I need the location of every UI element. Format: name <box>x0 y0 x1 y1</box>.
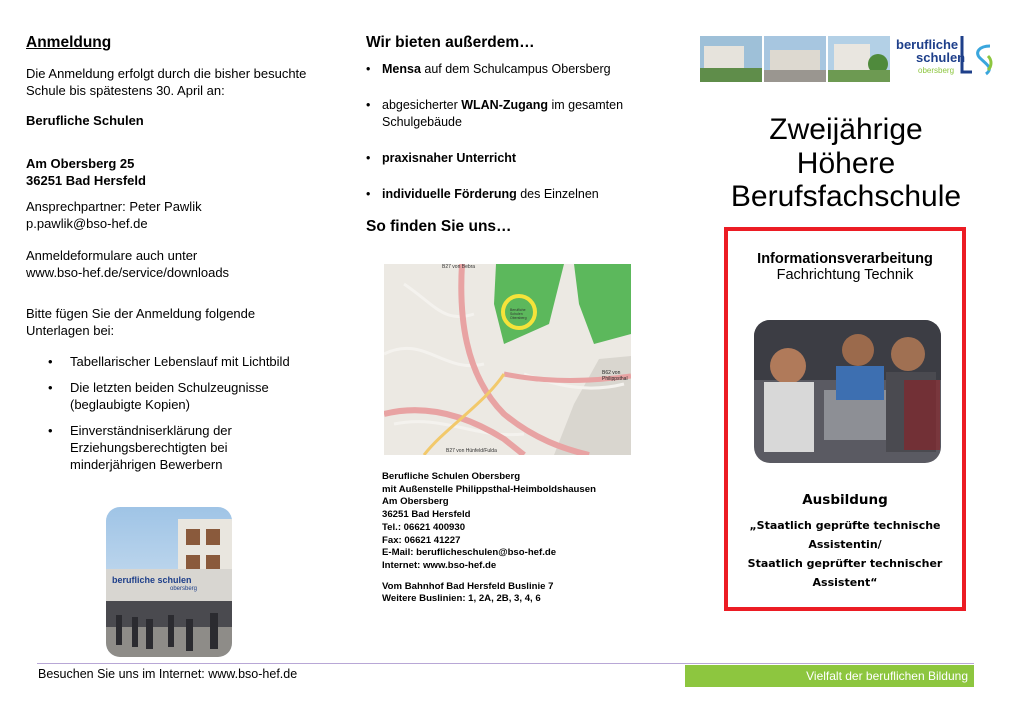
offer-item: • praxisnaher Unterricht <box>382 150 646 167</box>
offers-list <box>366 61 646 203</box>
title-line: Zweijährige <box>769 113 923 146</box>
building-sign-text: berufliche schulen <box>112 575 192 585</box>
training-line: Assistentin/ <box>808 538 882 551</box>
campus-photo-strip <box>700 36 890 82</box>
map-label-top: B27 von Bebra <box>442 264 476 270</box>
list-item: • Einverständniserklärung der Erziehungsberechtigten bei minderjährigen Bewerbern <box>70 422 316 473</box>
program-box <box>724 227 966 611</box>
students-photo <box>754 320 941 463</box>
training-line: „Staatlich geprüfte technische <box>749 519 941 532</box>
logo-line-2: schulen <box>916 50 966 65</box>
registration-heading: Anmeldung <box>26 34 112 51</box>
footer-website[interactable]: Besuchen Sie uns im Internet: www.bso-hef.de <box>38 667 298 681</box>
bus-line: Weitere Buslinien: 1, 2A, 2B, 3, 4, 6 <box>382 593 541 605</box>
logo-mark-icon <box>958 36 996 80</box>
building-sign-subtext: obersberg <box>170 586 198 592</box>
footer-slogan: Vielfalt der beruflichen Bildung <box>685 665 974 687</box>
contact-line: Tel.: 06621 400930 <box>382 521 466 533</box>
directions-heading: So finden Sie uns… <box>366 218 512 235</box>
offer-item: • Mensa auf dem Schulcampus Obersberg <box>382 61 646 78</box>
school-building-photo <box>106 507 232 657</box>
training-heading: Ausbildung <box>802 492 888 508</box>
contact-line: Berufliche Schulen Obersberg <box>382 471 521 482</box>
training-line: Assistent“ <box>812 576 878 589</box>
offer-item: • individuelle Förderung des Einzelnen <box>382 186 646 203</box>
contact-line: Fax: 06621 41227 <box>382 534 461 546</box>
attachments-intro: Bitte fügen Sie der Anmeldung folgende Unterlagen bei: <box>26 306 256 338</box>
training-description <box>728 516 962 592</box>
page-title <box>726 113 966 214</box>
program-subtitle: Fachrichtung Technik <box>776 267 914 283</box>
program-title: Informationsverarbeitung <box>757 251 933 267</box>
logo-line-1: berufliche <box>896 37 959 52</box>
contact-email-link[interactable]: E-Mail: beruflicheschulen@bso-hef.de <box>382 547 557 559</box>
training-line: Staatlich geprüfter technischer <box>747 557 943 570</box>
map-label-school: Berufliche Schulen Obersberg <box>510 308 527 320</box>
bus-line: Vom Bahnhof Bad Hersfeld Buslinie 7 <box>382 580 554 592</box>
footer-divider <box>37 663 974 664</box>
title-line: Berufsfachschule <box>730 180 962 213</box>
list-item: • Tabellarischer Lebenslauf mit Lichtbild <box>70 353 316 370</box>
forms-link[interactable]: www.bso-hef.de/service/downloads <box>26 265 230 280</box>
contact-person: Ansprechpartner: Peter Pawlik <box>26 199 202 214</box>
contact-website-link[interactable]: Internet: www.bso-hef.de <box>382 559 497 571</box>
contact-block <box>382 471 662 606</box>
school-city: 36251 Bad Hersfeld <box>26 173 146 188</box>
contact-email: p.pawlik@bso-hef.de <box>26 216 148 231</box>
location-map <box>384 264 631 455</box>
title-line: Höhere <box>796 146 896 180</box>
contact-line: mit Außenstelle Philippsthal-Heimboldshausen <box>382 483 596 495</box>
forms-line-1: Anmeldeformulare auch unter <box>26 248 198 263</box>
school-logo <box>896 36 996 80</box>
attachments-list <box>26 353 316 473</box>
offer-item: • abgesicherter WLAN-Zugang im gesamten Schulgebäude <box>382 97 646 131</box>
registration-intro: Die Anmeldung erfolgt durch die bisher besuchte Schule bis spätestens 30. April an: <box>26 66 307 98</box>
map-label-right: B62 von Philippsthal <box>602 370 628 382</box>
list-item: • Die letzten beiden Schulzeugnisse (beglaubigte Kopien) <box>70 379 316 413</box>
offers-section <box>366 34 646 245</box>
registration-section <box>26 34 316 482</box>
contact-line: Am Obersberg <box>382 496 449 508</box>
school-street: Am Obersberg 25 <box>26 156 135 171</box>
map-label-bottom: B27 von Hünfeld/Fulda <box>446 448 497 454</box>
offers-heading: Wir bieten außerdem… <box>366 34 535 51</box>
school-name: Berufliche Schulen <box>26 113 144 128</box>
logo-line-3: obersberg <box>918 66 955 75</box>
contact-line: 36251 Bad Hersfeld <box>382 509 471 521</box>
